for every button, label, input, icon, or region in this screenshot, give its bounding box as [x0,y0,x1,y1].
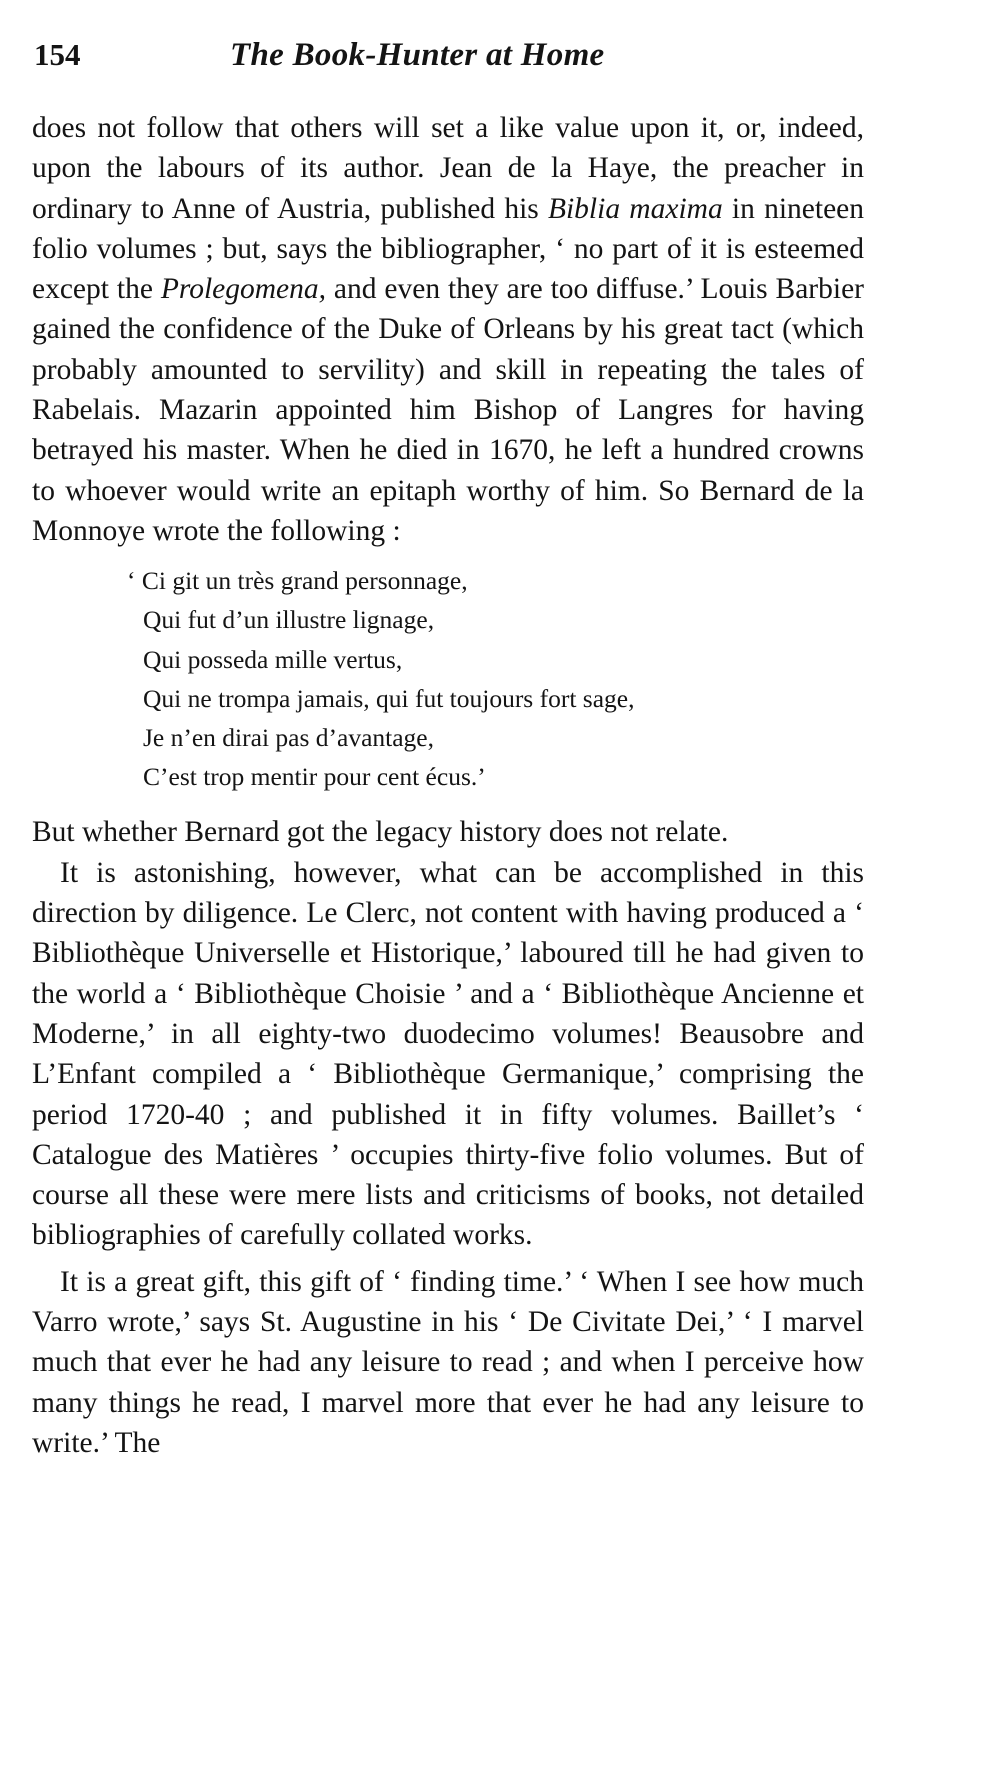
running-head [34,30,868,80]
verse-line: Qui posseda mille vertus, [143,644,403,674]
body-text [32,108,864,1463]
verse-line: ‘ Ci git un très grand personnage, [127,566,468,596]
verse-line: Je n’en dirai pas d’avantage, [143,723,434,753]
running-title: The Book-Hunter at Home [230,37,605,73]
paragraph-text: in nineteen folio volumes ; but, says the bibliographer, ‘ no part of it is esteemed except the [32,192,864,306]
paragraph-jean-de-la-haye [32,108,864,551]
page-number: 154 [34,37,81,72]
epitaph-verse [127,561,864,796]
italic-title-biblia-maxima: Biblia maxima [547,192,723,225]
paragraph-text: and even they are too diffuse.’ Louis Barbier gained the confidence of the Duke of Orleans by his great tact (which probably amounted to servility) and skill in repeating the tales of Rabelais. Mazarin appointed him Bishop of Langres for having betrayed his master. When he died in 1670, he left a hundred crowns to whoever would write an epitaph worthy of him. So Bernard de la Monnoye wrote the following : [32,273,864,547]
paragraph-text: does not follow that others will set a like value upon it, or, indeed, upon the labours of its author. Jean de la Haye, the preacher in ordinary to Anne of Austria, published his [32,112,864,225]
italic-title-prolegomena: Prolegomena, [160,273,327,306]
verse-line: Qui fut d’un illustre lignage, [143,605,435,635]
paragraph-diligence: It is astonishing, however, what can be accomplished in this direction by diligence. Le Clerc, not content with having produced a ‘ Bibliothèque Universelle et Historique,’ laboured till he had given to the world a ‘ Bibliothèque Choisie ’ and a ‘ Bibliothèque Ancienne et Moderne,’ in all eighty-two duodecimo volumes! Beausobre and L’Enfant compiled a ‘ Bibliothèque Germanique,’ comprising the period 1720-40 ; and published it in fifty volumes. Baillet’s ‘ Catalogue des Matières ’ occupies thirty-five folio volumes. But of course all these were mere lists and criticisms of books, not detailed bibliographies of carefully collated works. [32,856,864,1252]
verse-line: Qui ne trompa jamais, qui fut toujours fort sage, [143,683,635,713]
paragraph-finding-time: It is a great gift, this gift of ‘ finding time.’ ‘ When I see how much Varro wrote,’ says St. Augustine in his ‘ De Civitate Dei,’ ‘ I marvel much that ever he had any leisure to read ; and when I perceive how many things he read, I marvel more that ever he had any leisure to write.’ The [32,1265,864,1459]
paragraph-legacy: But whether Bernard got the legacy history does not relate. [32,816,729,849]
verse-line: C’est trop mentir pour cent écus.’ [143,762,486,792]
